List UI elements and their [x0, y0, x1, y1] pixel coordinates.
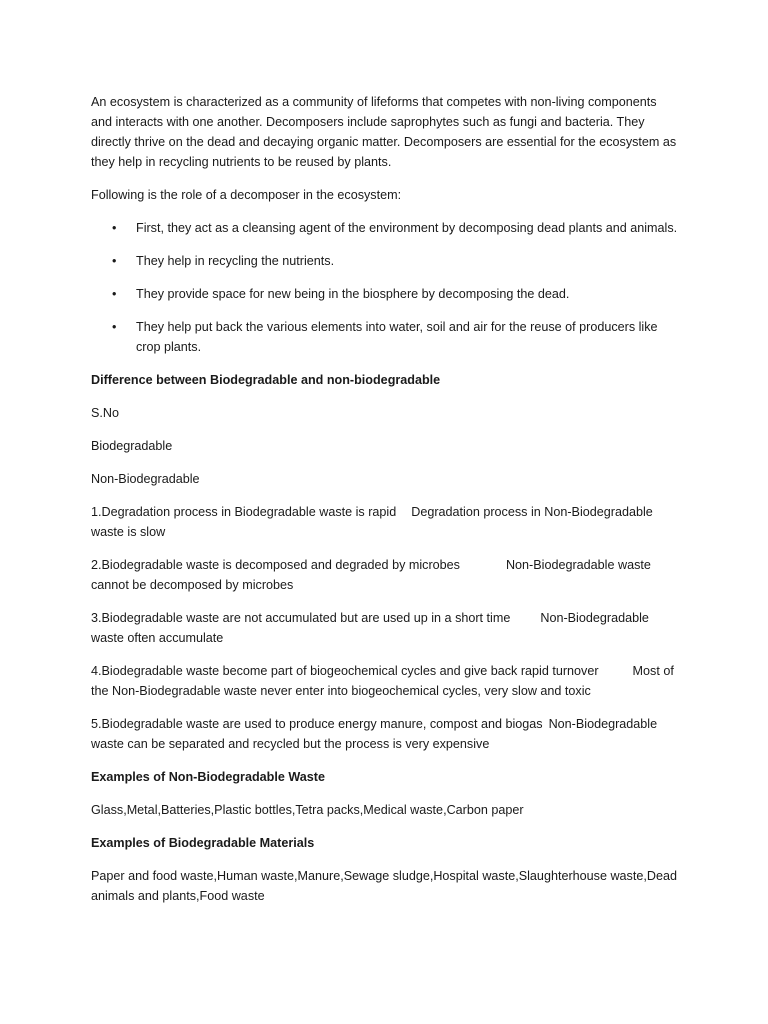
table-cell-bio: 1.Degradation process in Biodegradable waste is rapid [91, 505, 397, 519]
table-cell-bio: 5.Biodegradable waste are used to produce energy manure, compost and biogas [91, 717, 543, 731]
intro-paragraph: An ecosystem is characterized as a community of lifeforms that competes with non-living components and interacts with one another. Decomposers include saprophytes such as fungi and bacteria. They directly thrive on the dead and decaying organic matter. Decomposers are essential for the ecosystem as they help in recycling nutrients to be reused by plants. [91, 95, 677, 169]
non-bio-examples: Glass,Metal,Batteries,Plastic bottles,Tetra packs,Medical waste,Carbon paper [91, 803, 524, 817]
table-header-sno: S.No [91, 406, 119, 420]
non-bio-examples-heading: Examples of Non-Biodegradable Waste [91, 770, 325, 784]
table-cell-bio: 3.Biodegradable waste are not accumulated but are used up in a short time [91, 611, 511, 625]
bullet-icon: • [112, 320, 117, 334]
table-cell-non-bio: Non-Biodegradable waste often accumulate [91, 611, 649, 645]
table-cell-non-bio: Degradation process in Non-Biodegradable waste is slow [91, 505, 653, 539]
list-item-text: They help in recycling the nutrients. [136, 254, 335, 268]
bio-examples-heading: Examples of Biodegradable Materials [91, 836, 315, 850]
table-cell-bio: 2.Biodegradable waste is decomposed and degraded by microbes [91, 558, 460, 572]
bullet-icon: • [112, 254, 117, 268]
role-intro: Following is the role of a decomposer in the ecosystem: [91, 188, 402, 202]
list-item [91, 317, 680, 357]
list-item [91, 284, 680, 304]
table-row [91, 714, 680, 754]
list-item-text: They provide space for new being in the biosphere by decomposing the dead. [136, 287, 570, 301]
table-row [91, 608, 680, 648]
bio-examples: Paper and food waste,Human waste,Manure,Sewage sludge,Hospital waste,Slaughterhouse waste,Dead animals and plants,Food waste [91, 869, 677, 903]
list-item-text: They help put back the various elements into water, soil and air for the reuse of producers like crop plants. [136, 320, 658, 354]
bullet-icon: • [112, 221, 117, 235]
table-cell-non-bio: Non-Biodegradable waste cannot be decomposed by microbes [91, 558, 651, 592]
table-row [91, 502, 680, 542]
table-cell-non-bio: Most of the Non-Biodegradable waste never enter into biogeochemical cycles, very slow and toxic [91, 664, 674, 698]
list-item [91, 218, 680, 238]
table-cell-bio: 4.Biodegradable waste become part of biogeochemical cycles and give back rapid turnover [91, 664, 599, 678]
table-row [91, 555, 680, 595]
table-header-non-biodegradable: Non-Biodegradable [91, 472, 200, 486]
table-row [91, 661, 680, 701]
difference-heading: Difference between Biodegradable and non-biodegradable [91, 373, 441, 387]
list-item [91, 251, 680, 271]
table-header-biodegradable: Biodegradable [91, 439, 173, 453]
bullet-icon: • [112, 287, 117, 301]
list-item-text: First, they act as a cleansing agent of the environment by decomposing dead plants and animals. [136, 221, 678, 235]
decomposer-roles-list [91, 218, 680, 357]
table-cell-non-bio: Non-Biodegradable waste can be separated and recycled but the process is very expensive [91, 717, 658, 751]
